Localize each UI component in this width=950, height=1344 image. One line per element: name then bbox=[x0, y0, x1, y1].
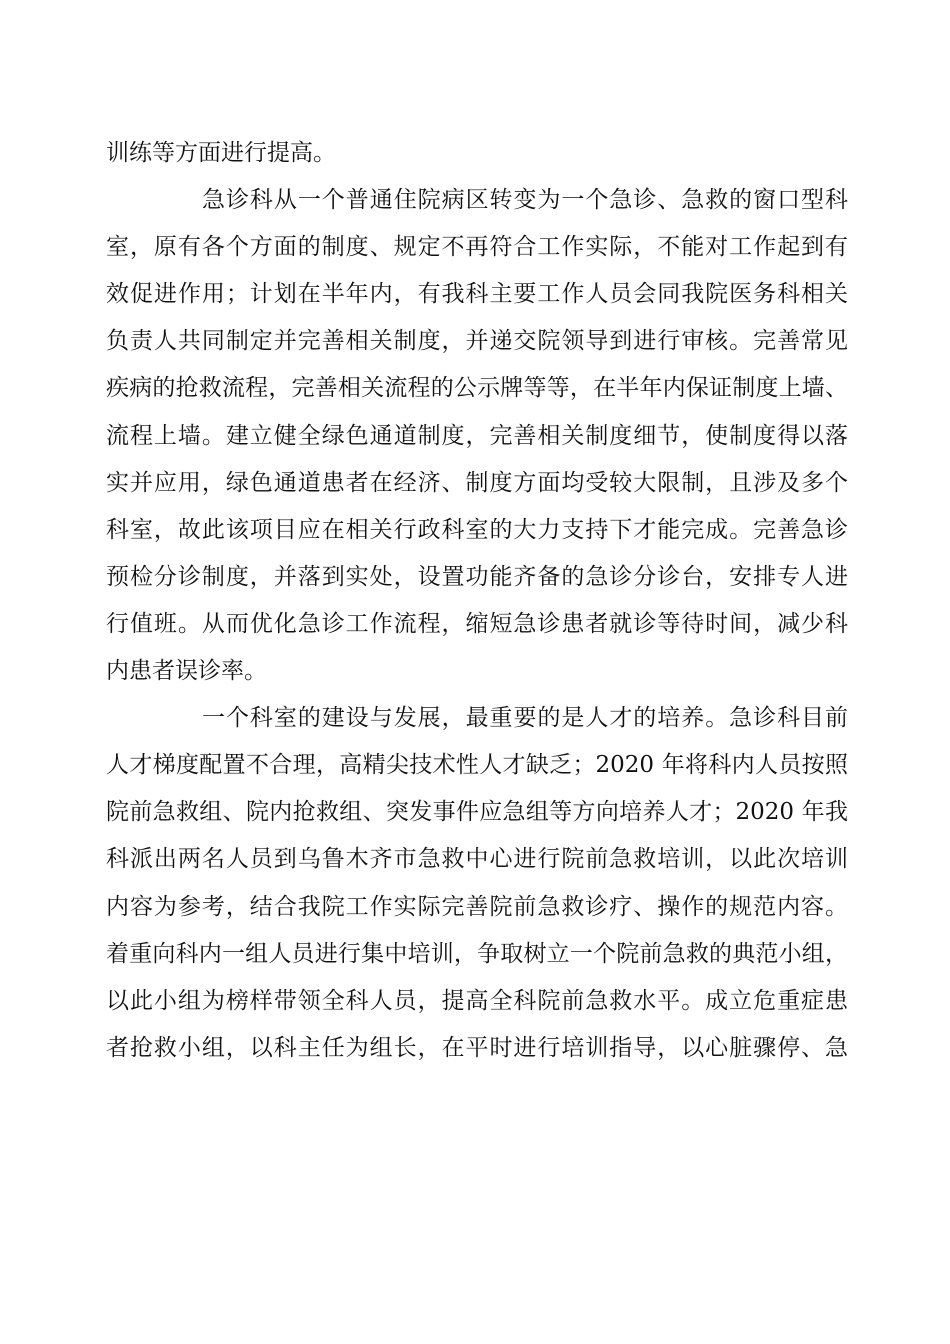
text-line: 科派出两名人员到乌鲁木齐市急救中心进行院前急救培训，以此次培训 bbox=[106, 846, 848, 873]
text-line: 内容为参考，结合我院工作实际完善院前急救诊疗、操作的规范内容。 bbox=[106, 893, 848, 920]
paragraph-first-line: 一个科室的建设与发展，最重要的是人才的培养。急诊科目前 bbox=[202, 705, 848, 732]
paragraph-first-line: 急诊科从一个普通住院病区转变为一个急诊、急救的窗口型科 bbox=[202, 187, 848, 214]
text-line: 科室，故此该项目应在相关行政科室的大力支持下才能完成。完善急诊 bbox=[106, 516, 848, 543]
text-line: 行值班。从而优化急诊工作流程，缩短急诊患者就诊等待时间，减少科 bbox=[106, 610, 848, 637]
text-line: 内患者误诊率。 bbox=[106, 658, 267, 685]
document-body bbox=[106, 130, 848, 1072]
text-line: 以此小组为榜样带领全科人员，提高全科院前急救水平。成立危重症患 bbox=[106, 987, 848, 1014]
text-line: 着重向科内一组人员进行集中培训，争取树立一个院前急救的典范小组， bbox=[106, 940, 848, 967]
text-line: 流程上墙。建立健全绿色通道制度，完善相关制度细节，使制度得以落 bbox=[106, 422, 848, 449]
text-line: 效促进作用；计划在半年内，有我科主要工作人员会同我院医务科相关 bbox=[106, 281, 848, 308]
text-line: 负责人共同制定并完善相关制度，并递交院领导到进行审核。完善常见 bbox=[106, 328, 848, 355]
text-line: 预检分诊制度，并落到实处，设置功能齐备的急诊分诊台，安排专人进 bbox=[106, 563, 848, 590]
text-line: 室，原有各个方面的制度、规定不再符合工作实际，不能对工作起到有 bbox=[106, 234, 848, 261]
text-line: 训练等方面进行提高。 bbox=[106, 140, 336, 166]
text-line: 疾病的抢救流程，完善相关流程的公示牌等等，在半年内保证制度上墙、 bbox=[106, 375, 848, 402]
text-line: 者抢救小组，以科主任为组长，在平时进行培训指导，以心脏骤停、急 bbox=[106, 1034, 848, 1061]
text-line: 人才梯度配置不合理，高精尖技术性人才缺乏；2020 年将科内人员按照 bbox=[106, 752, 848, 779]
text-line: 院前急救组、院内抢救组、突发事件应急组等方向培养人才；2020 年我 bbox=[106, 799, 848, 826]
text-line: 实并应用，绿色通道患者在经济、制度方面均受较大限制，且涉及多个 bbox=[106, 469, 848, 496]
